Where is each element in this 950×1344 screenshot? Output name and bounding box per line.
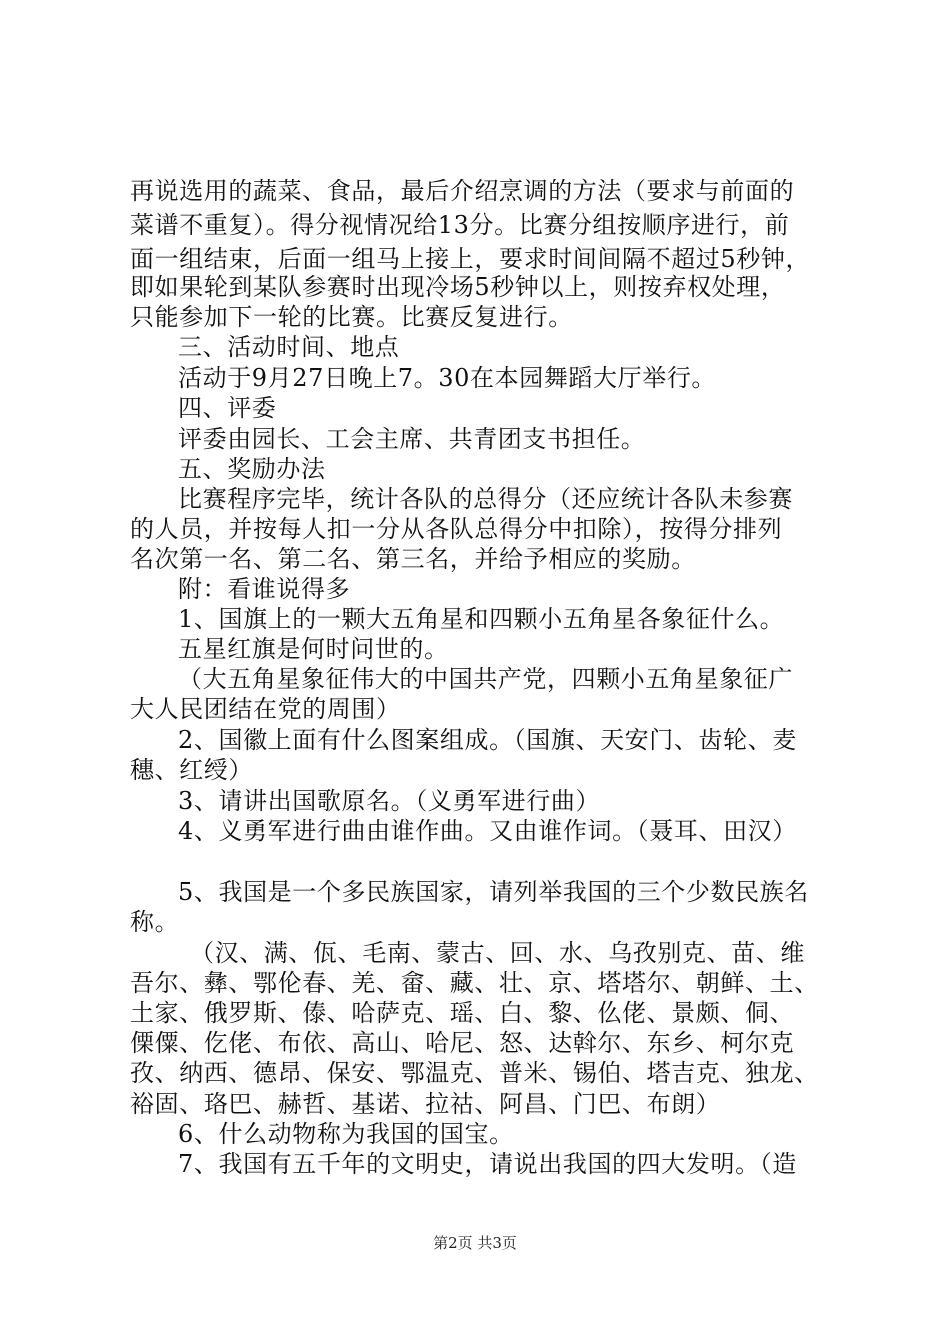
text-line: 活动于9月27日晚上7。30在本园舞蹈大厅举行。 — [178, 364, 717, 392]
text-line: 的人员，并按每人扣一分从各队总得分中扣除），按得分排列 — [130, 515, 783, 543]
answer-line: 裕固、珞巴、赫哲、基诺、拉祜、阿昌、门巴、布朗） — [130, 1090, 721, 1118]
question-1: 1、国旗上的一颗大五角星和四颗小五角星各象征什么。 — [178, 605, 785, 633]
section-heading: 四、评委 — [178, 394, 277, 422]
answer-line: 傈僳、仡佬、布依、高山、哈尼、怒、达斡尔、东乡、柯尔克 — [130, 1029, 795, 1057]
text-line: 只能参加下一轮的比赛。比赛反复进行。 — [130, 303, 573, 331]
text-line: 称。 — [130, 908, 180, 936]
answer-line: （大五角星象征伟大的中国共产党，四颗小五角星象征广 — [178, 665, 793, 693]
section-heading: 三、活动时间、地点 — [178, 333, 400, 361]
question-5: 5、我国是一个多民族国家，请列举我国的三个少数民族名 — [178, 878, 809, 906]
text-line: 五星红旗是何时问世的。 — [178, 635, 449, 663]
question-4: 4、义勇军进行曲由谁作曲。又由谁作词。（聂耳、田汉） — [178, 817, 797, 845]
appendix-heading: 附：看谁说得多 — [178, 575, 351, 603]
question-3: 3、请讲出国歌原名。（义勇军进行曲） — [178, 787, 601, 815]
answer-line: 孜、纳西、德昂、保安、鄂温克、普米、锡伯、塔吉克、独龙、 — [130, 1059, 819, 1087]
question-7: 7、我国有五千年的文明史，请说出我国的四大发明。（造 — [178, 1150, 797, 1178]
question-6: 6、什么动物称为我国的国宝。 — [178, 1120, 514, 1148]
question-2: 2、国徽上面有什么图案组成。（国旗、天安门、齿轮、麦 — [178, 726, 797, 754]
text-line: 面一组结束，后面一组马上接上，要求时间间隔不超过5秒钟， — [130, 245, 811, 273]
text-line: 菜谱不重复）。得分视情况给13分。比赛分组按顺序进行，前 — [130, 211, 790, 239]
text-line: 名次第一名、第二名、第三名，并给予相应的奖励。 — [130, 545, 696, 573]
text-line: 即如果轮到某队参赛时出现冷场5秒钟以上，则按弃权处理， — [130, 273, 786, 301]
section-heading: 五、奖励办法 — [178, 455, 326, 483]
text-line: 穗、红绶） — [130, 756, 253, 784]
answer-line: 大人民团结在党的周围） — [130, 695, 401, 723]
page-footer: 第2页 共3页 — [433, 1234, 517, 1252]
text-line: 比赛程序完毕，统计各队的总得分（还应统计各队未参赛 — [178, 485, 793, 513]
text-line: 再说选用的蔬菜、食品，最后介绍烹调的方法（要求与前面的 — [130, 177, 795, 205]
answer-line: （汉、满、佤、毛南、蒙古、回、水、乌孜别克、苗、维 — [190, 939, 805, 967]
answer-line: 土家、俄罗斯、傣、哈萨克、瑶、白、黎、仫佬、景颇、侗、 — [130, 999, 795, 1027]
answer-line: 吾尔、彝、鄂伦春、羌、畲、藏、壮、京、塔塔尔、朝鲜、土、 — [130, 969, 819, 997]
text-line: 评委由园长、工会主席、共青团支书担任。 — [178, 425, 646, 453]
